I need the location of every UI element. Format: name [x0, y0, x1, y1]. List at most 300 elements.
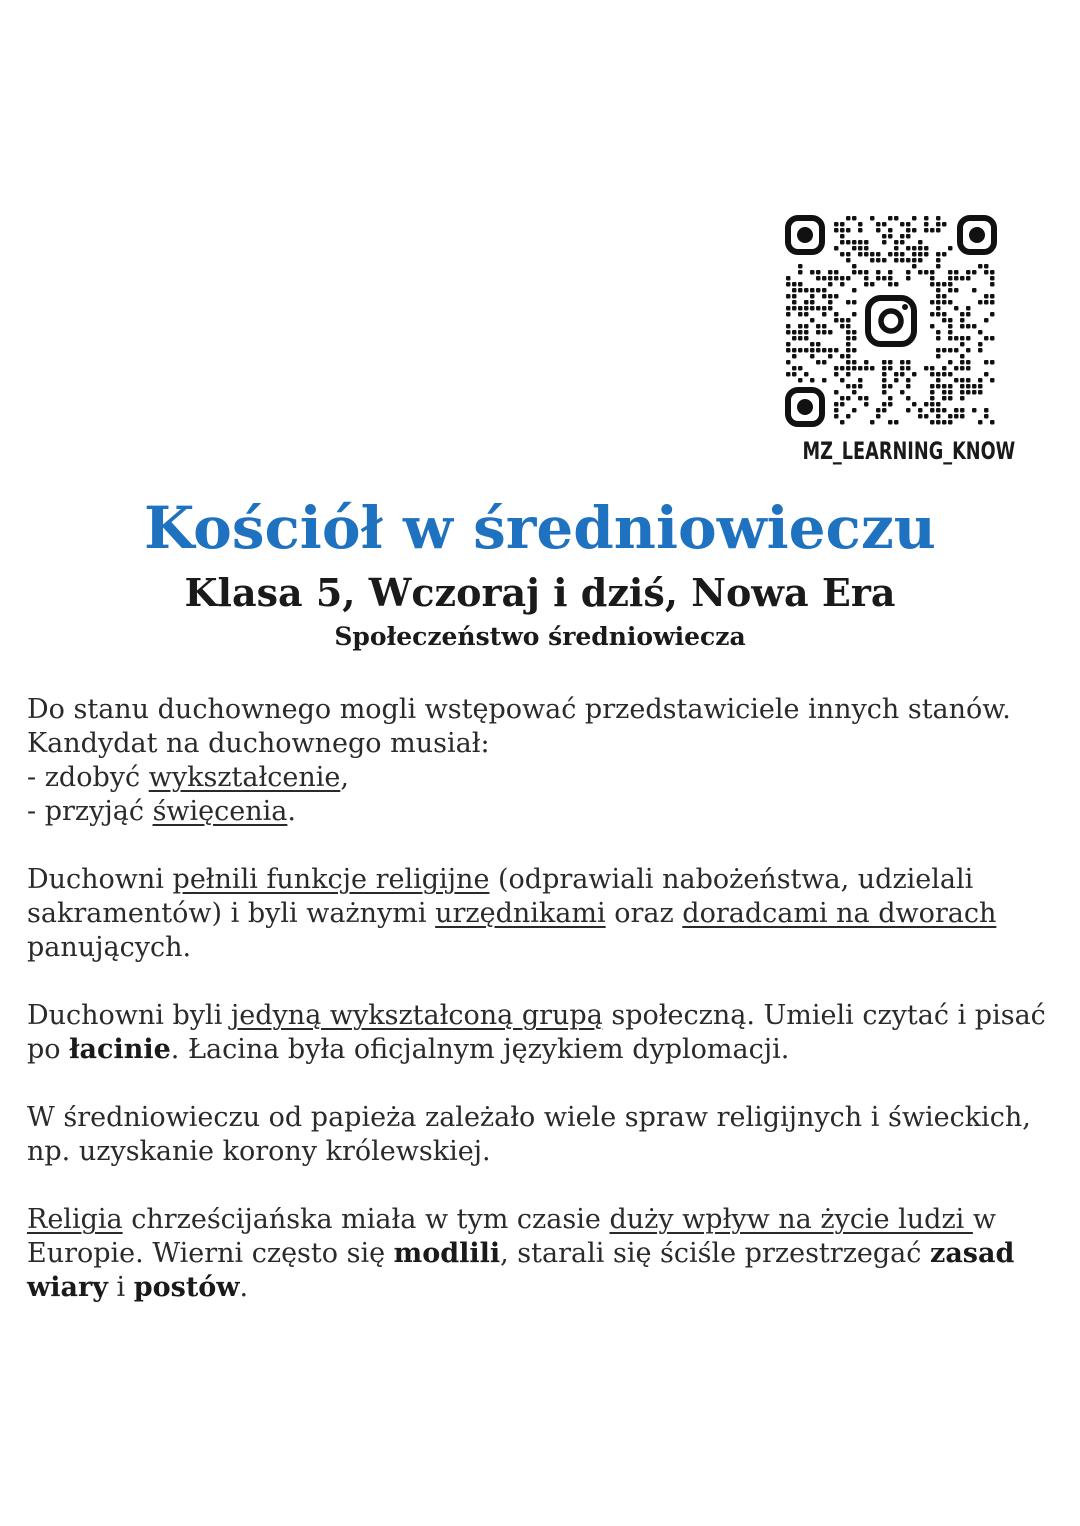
bold-term: zasad wiary [27, 1238, 1015, 1303]
qr-module [954, 306, 959, 311]
text: . [239, 1272, 249, 1303]
qr-module [810, 342, 815, 347]
qr-module [858, 270, 863, 275]
qr-module [882, 276, 887, 281]
qr-module [984, 414, 989, 419]
qr-module [882, 408, 887, 413]
qr-module [912, 402, 917, 407]
qr-module [828, 282, 833, 287]
qr-module [852, 246, 857, 251]
qr-module [846, 348, 851, 353]
qr-module [942, 348, 947, 353]
qr-module [930, 312, 935, 317]
qr-module [960, 390, 965, 395]
qr-module [918, 258, 923, 263]
qr-module [870, 420, 875, 425]
qr-module [846, 240, 851, 245]
qr-module [840, 318, 845, 323]
qr-module [888, 270, 893, 275]
qr-module [924, 252, 929, 257]
qr-module [942, 396, 947, 401]
qr-module [954, 378, 959, 383]
qr-module [786, 306, 791, 311]
qr-module [954, 366, 959, 371]
qr-module [792, 354, 797, 359]
qr-module [978, 390, 983, 395]
qr-module [924, 366, 929, 371]
qr-module [936, 294, 941, 299]
qr-module [948, 420, 953, 425]
qr-module [888, 420, 893, 425]
qr-module [960, 318, 965, 323]
qr-module [840, 402, 845, 407]
qr-module [852, 330, 857, 335]
qr-module [882, 390, 887, 395]
bold-term: modlili [393, 1238, 501, 1269]
qr-module [936, 300, 941, 305]
qr-module [792, 282, 797, 287]
qr-module [858, 396, 863, 401]
qr-module [906, 378, 911, 383]
qr-module [798, 378, 803, 383]
qr-module [948, 396, 953, 401]
qr-module [936, 402, 941, 407]
qr-module [786, 342, 791, 347]
qr-module [852, 384, 857, 389]
qr-module [888, 366, 893, 371]
qr-module [900, 372, 905, 377]
text: Do stanu duchownego mogli wstępować przedstawiciele innych stanów. [27, 694, 1011, 725]
qr-module [972, 384, 977, 389]
qr-module [864, 396, 869, 401]
qr-module [984, 270, 989, 275]
qr-module [864, 366, 869, 371]
qr-module [936, 228, 941, 233]
qr-module [810, 294, 815, 299]
qr-module [948, 330, 953, 335]
qr-module [828, 276, 833, 281]
qr-module [894, 420, 899, 425]
qr-module [882, 402, 887, 407]
text: i [107, 1272, 134, 1303]
paragraph-clergy-candidates [27, 693, 1062, 829]
qr-module [948, 300, 953, 305]
paragraph-educated-group [27, 999, 1062, 1067]
qr-module [906, 222, 911, 227]
qr-module [816, 348, 821, 353]
text: - zdobyć [27, 762, 149, 793]
qr-module [888, 396, 893, 401]
qr-module [858, 252, 863, 257]
qr-module [900, 360, 905, 365]
qr-module [864, 252, 869, 257]
qr-module [936, 282, 941, 287]
qr-module [882, 372, 887, 377]
qr-module [990, 312, 995, 317]
qr-module [870, 252, 875, 257]
qr-module [882, 222, 887, 227]
qr-module [984, 336, 989, 341]
qr-module [888, 384, 893, 389]
qr-module [936, 420, 941, 425]
text: Duchowni [27, 864, 173, 895]
qr-module [786, 282, 791, 287]
qr-module [978, 342, 983, 347]
qr-module [930, 402, 935, 407]
qr-module [864, 360, 869, 365]
qr-module [906, 258, 911, 263]
qr-module [804, 312, 809, 317]
qr-module [810, 354, 815, 359]
qr-module [858, 246, 863, 251]
qr-module [912, 228, 917, 233]
qr-module [894, 216, 899, 221]
qr-module [828, 306, 833, 311]
qr-module [930, 276, 935, 281]
qr-module [822, 306, 827, 311]
qr-module [888, 282, 893, 287]
qr-module [840, 234, 845, 239]
qr-module [786, 372, 791, 377]
qr-module [798, 270, 803, 275]
qr-module [948, 384, 953, 389]
qr-module [990, 420, 995, 425]
qr-module [804, 300, 809, 305]
qr-module [948, 282, 953, 287]
qr-module [828, 348, 833, 353]
qr-module [882, 234, 887, 239]
qr-module [834, 312, 839, 317]
qr-module [786, 324, 791, 329]
qr-module [864, 246, 869, 251]
qr-module [822, 330, 827, 335]
text: . Łacina była oficjalnym językiem dyplomacji. [170, 1034, 790, 1065]
qr-module [888, 402, 893, 407]
qr-module [924, 222, 929, 227]
qr-module [834, 372, 839, 377]
qr-module [924, 270, 929, 275]
qr-module [924, 228, 929, 233]
qr-module [906, 270, 911, 275]
qr-module [930, 384, 935, 389]
qr-module [942, 294, 947, 299]
qr-module [822, 324, 827, 329]
qr-module [792, 306, 797, 311]
underlined-term: duży wpływ na życie ludzi [609, 1204, 973, 1235]
qr-module [834, 276, 839, 281]
qr-module [918, 240, 923, 245]
qr-module [978, 330, 983, 335]
qr-module [978, 300, 983, 305]
qr-module [834, 294, 839, 299]
qr-module [912, 372, 917, 377]
qr-module [804, 330, 809, 335]
qr-module [834, 270, 839, 275]
qr-module [834, 408, 839, 413]
qr-module [834, 318, 839, 323]
qr-module [990, 282, 995, 287]
qr-module [936, 258, 941, 263]
qr-module [852, 312, 857, 317]
qr-module [846, 336, 851, 341]
qr-module [834, 228, 839, 233]
qr-module [840, 378, 845, 383]
qr-module [894, 240, 899, 245]
paragraph-clergy-functions [27, 863, 1062, 965]
qr-module [990, 360, 995, 365]
qr-module [936, 354, 941, 359]
qr-module [810, 348, 815, 353]
qr-module [792, 330, 797, 335]
qr-module [792, 348, 797, 353]
qr-module [936, 216, 941, 221]
underlined-term: Religia [27, 1204, 123, 1235]
instagram-handle: MZ_LEARNING_KNOW [802, 437, 1016, 465]
qr-module [828, 300, 833, 305]
qr-module [786, 294, 791, 299]
text: społeczną. Umieli czytać i pisać po [27, 1000, 1046, 1065]
qr-module [834, 414, 839, 419]
qr-module [948, 324, 953, 329]
qr-module [798, 288, 803, 293]
qr-module [870, 282, 875, 287]
qr-module [798, 348, 803, 353]
qr-module [816, 276, 821, 281]
instagram-qr-code-icon [783, 213, 999, 429]
page-title: Kościół w średniowieczu [144, 494, 936, 562]
qr-module [876, 258, 881, 263]
qr-module [876, 228, 881, 233]
qr-module [858, 228, 863, 233]
qr-module [792, 294, 797, 299]
qr-module [840, 324, 845, 329]
qr-module [978, 264, 983, 269]
qr-module [906, 228, 911, 233]
qr-module [954, 414, 959, 419]
qr-module [912, 246, 917, 251]
qr-module [966, 378, 971, 383]
qr-module [942, 222, 947, 227]
qr-module [846, 342, 851, 347]
qr-module [912, 264, 917, 269]
qr-module [840, 366, 845, 371]
qr-module [834, 390, 839, 395]
qr-module [876, 414, 881, 419]
qr-module [894, 378, 899, 383]
qr-module [918, 246, 923, 251]
qr-module [978, 348, 983, 353]
qr-module [954, 276, 959, 281]
qr-module [942, 282, 947, 287]
qr-module [846, 414, 851, 419]
qr-module [864, 282, 869, 287]
qr-module [930, 282, 935, 287]
qr-module [924, 414, 929, 419]
qr-module [990, 378, 995, 383]
qr-module [960, 384, 965, 389]
qr-module [846, 318, 851, 323]
qr-module [822, 360, 827, 365]
qr-module [846, 252, 851, 257]
qr-module [972, 288, 977, 293]
qr-module [798, 306, 803, 311]
text: panujących. [27, 932, 192, 963]
qr-module [888, 360, 893, 365]
qr-module [960, 396, 965, 401]
paragraph-religion-influence [27, 1203, 1062, 1305]
qr-module [954, 336, 959, 341]
qr-module [978, 378, 983, 383]
qr-module [876, 276, 881, 281]
qr-module [930, 324, 935, 329]
qr-module [936, 348, 941, 353]
qr-module [846, 228, 851, 233]
text: w Europie. Wierni często się [27, 1204, 997, 1269]
qr-module [942, 390, 947, 395]
qr-module [846, 276, 851, 281]
qr-module [948, 360, 953, 365]
underlined-term: jedyną wykształconą grupą [230, 1000, 603, 1031]
qr-module [960, 342, 965, 347]
qr-module [906, 408, 911, 413]
qr-module [960, 354, 965, 359]
qr-module [882, 378, 887, 383]
qr-module [990, 336, 995, 341]
qr-module [804, 306, 809, 311]
qr-module [846, 330, 851, 335]
qr-module [816, 324, 821, 329]
qr-module [798, 264, 803, 269]
qr-module [804, 324, 809, 329]
qr-module [804, 288, 809, 293]
qr-module [894, 282, 899, 287]
qr-module [846, 324, 851, 329]
notes-body [27, 693, 1062, 1339]
qr-module [966, 366, 971, 371]
qr-module [930, 396, 935, 401]
qr-module [930, 228, 935, 233]
qr-module [810, 270, 815, 275]
qr-module [888, 234, 893, 239]
qr-module [864, 240, 869, 245]
qr-module [966, 276, 971, 281]
qr-module [804, 372, 809, 377]
qr-module [828, 354, 833, 359]
qr-module [894, 246, 899, 251]
qr-module [990, 294, 995, 299]
qr-module [828, 270, 833, 275]
qr-module [846, 300, 851, 305]
qr-module [852, 408, 857, 413]
qr-module [792, 288, 797, 293]
qr-module [846, 354, 851, 359]
qr-module [900, 252, 905, 257]
qr-module [906, 234, 911, 239]
qr-module [960, 408, 965, 413]
qr-module [918, 414, 923, 419]
qr-module [798, 282, 803, 287]
qr-module [906, 276, 911, 281]
qr-module [954, 270, 959, 275]
qr-module [786, 360, 791, 365]
qr-module [936, 384, 941, 389]
underlined-term: urzędnikami [435, 898, 606, 929]
qr-module [798, 330, 803, 335]
qr-module [960, 378, 965, 383]
qr-module [846, 360, 851, 365]
qr-module [882, 366, 887, 371]
text: oraz [605, 898, 683, 929]
qr-module [882, 384, 887, 389]
qr-module [822, 294, 827, 299]
qr-module [960, 312, 965, 317]
qr-module [942, 300, 947, 305]
qr-module [888, 252, 893, 257]
text: Kandydat na duchownego musiał: [27, 728, 490, 759]
underlined-term: święcenia [152, 796, 288, 827]
qr-module [900, 240, 905, 245]
qr-module [864, 402, 869, 407]
qr-module [942, 312, 947, 317]
qr-module [810, 378, 815, 383]
qr-module [894, 372, 899, 377]
qr-module [834, 222, 839, 227]
qr-module [966, 348, 971, 353]
qr-module [954, 288, 959, 293]
qr-module [906, 360, 911, 365]
qr-module [960, 336, 965, 341]
underlined-term: doradcami na dworach [682, 898, 997, 929]
qr-module [888, 228, 893, 233]
list-item [27, 796, 296, 827]
qr-module [918, 270, 923, 275]
qr-module [804, 336, 809, 341]
text: - przyjąć [27, 796, 153, 827]
qr-module [936, 378, 941, 383]
qr-module [960, 276, 965, 281]
qr-module [822, 288, 827, 293]
qr-module [900, 234, 905, 239]
qr-module [846, 396, 851, 401]
qr-module [792, 336, 797, 341]
qr-module [810, 318, 815, 323]
qr-module [876, 252, 881, 257]
qr-module [828, 330, 833, 335]
qr-module [882, 360, 887, 365]
qr-module [966, 324, 971, 329]
qr-module [894, 258, 899, 263]
qr-module [936, 222, 941, 227]
qr-module [852, 240, 857, 245]
qr-module [948, 336, 953, 341]
qr-module [924, 216, 929, 221]
section-title: Społeczeństwo średniowiecza [334, 622, 746, 651]
qr-module [810, 288, 815, 293]
qr-module [840, 228, 845, 233]
qr-module [840, 282, 845, 287]
qr-module [852, 288, 857, 293]
qr-module [846, 216, 851, 221]
qr-module [828, 294, 833, 299]
qr-module [906, 366, 911, 371]
qr-module [924, 402, 929, 407]
qr-module [840, 396, 845, 401]
qr-module [948, 276, 953, 281]
qr-module [912, 216, 917, 221]
qr-module [930, 420, 935, 425]
qr-module [894, 252, 899, 257]
qr-module [822, 276, 827, 281]
